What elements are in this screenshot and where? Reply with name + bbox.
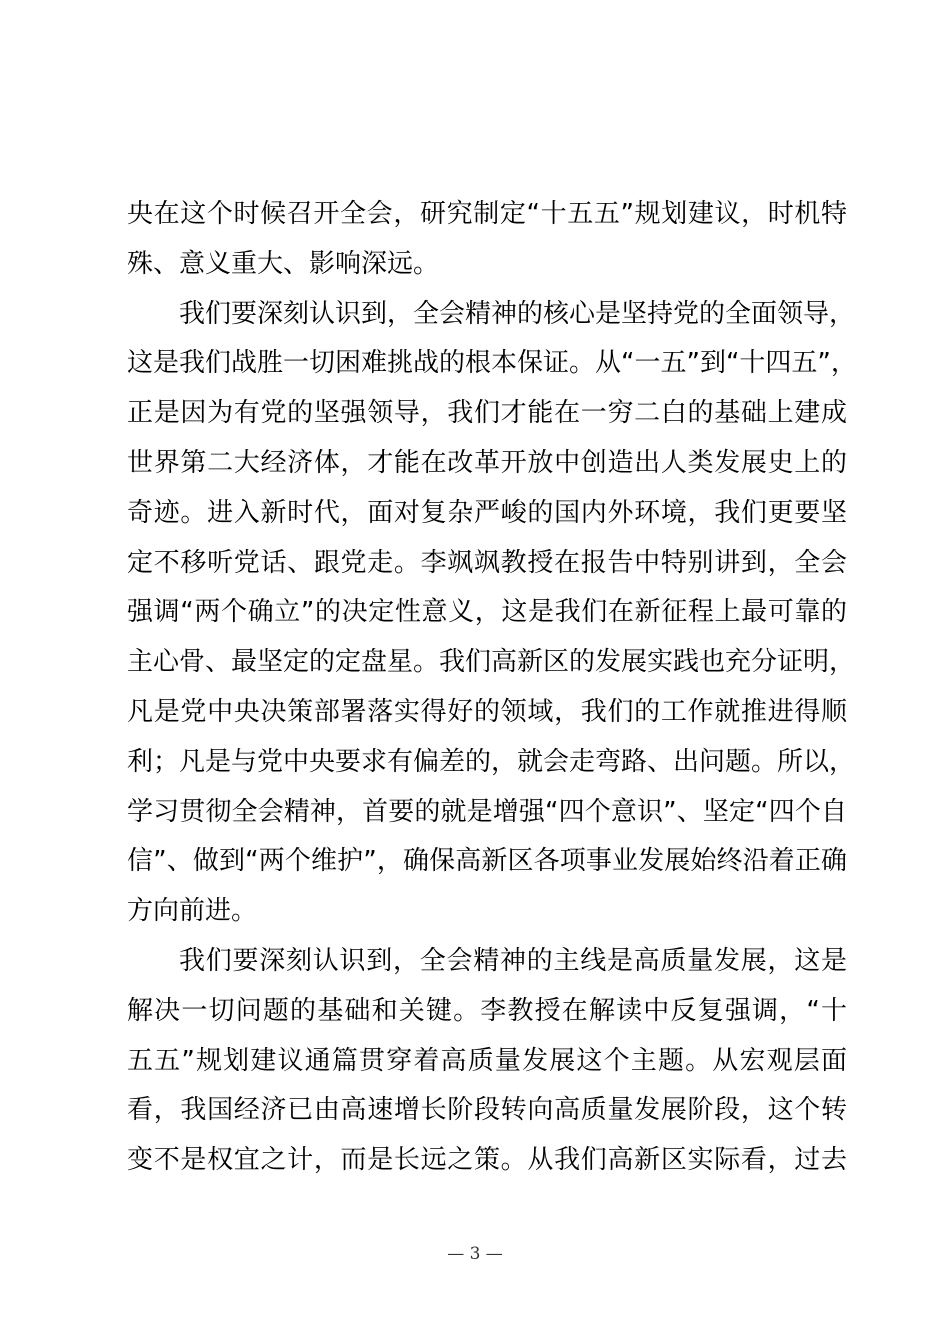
text-line: 强调“两个确立”的决定性意义，这是我们在新征程上最可靠的 — [127, 597, 847, 628]
body-text — [127, 190, 857, 1186]
text-line: 凡是党中央决策部署落实得好的领域，我们的工作就推进得顺 — [127, 696, 847, 727]
text-line: 殊、意义重大、影响深远。 — [127, 248, 440, 279]
text-line: 信”、做到“两个维护”，确保高新区各项事业发展始终沿着正确 — [127, 846, 847, 877]
text-line: 利；凡是与党中央要求有偏差的，就会走弯路、出问题。所以， — [127, 746, 856, 777]
text-line: 五五”规划建议通篇贯穿着高质量发展这个主题。从宏观层面 — [127, 1045, 847, 1076]
text-line: 世界第二大经济体，才能在改革开放中创造出人类发展史上的 — [127, 447, 847, 478]
text-line: 我们要深刻认识到，全会精神的主线是高质量发展，这是 — [179, 945, 847, 976]
text-line: 这是我们战胜一切困难挑战的根本保证。从“一五”到“十四五”， — [127, 348, 857, 379]
text-line: 看，我国经济已由高速增长阶段转向高质量发展阶段，这个转 — [127, 1095, 847, 1126]
text-line: 变不是权宜之计，而是长远之策。从我们高新区实际看，过去 — [127, 1145, 847, 1176]
text-line: 主心骨、最坚定的定盘星。我们高新区的发展实践也充分证明， — [127, 647, 856, 678]
text-line: 正是因为有党的坚强领导，我们才能在一穷二白的基础上建成 — [127, 398, 847, 429]
text-line: 解决一切问题的基础和关键。李教授在解读中反复强调，“十 — [127, 995, 847, 1026]
page-number: — 3 — — [447, 1244, 503, 1264]
text-line: 央在这个时候召开全会，研究制定“十五五”规划建议，时机特 — [127, 199, 847, 229]
text-line: 学习贯彻全会精神，首要的就是增强“四个意识”、坚定“四个自 — [127, 796, 847, 827]
text-line: 我们要深刻认识到，全会精神的核心是坚持党的全面领导， — [179, 298, 856, 329]
text-line: 定不移听党话、跟党走。李飒飒教授在报告中特别讲到，全会 — [127, 547, 847, 578]
text-line: 奇迹。进入新时代，面对复杂严峻的国内外环境，我们更要坚 — [127, 497, 847, 528]
text-line: 方向前进。 — [127, 896, 258, 927]
